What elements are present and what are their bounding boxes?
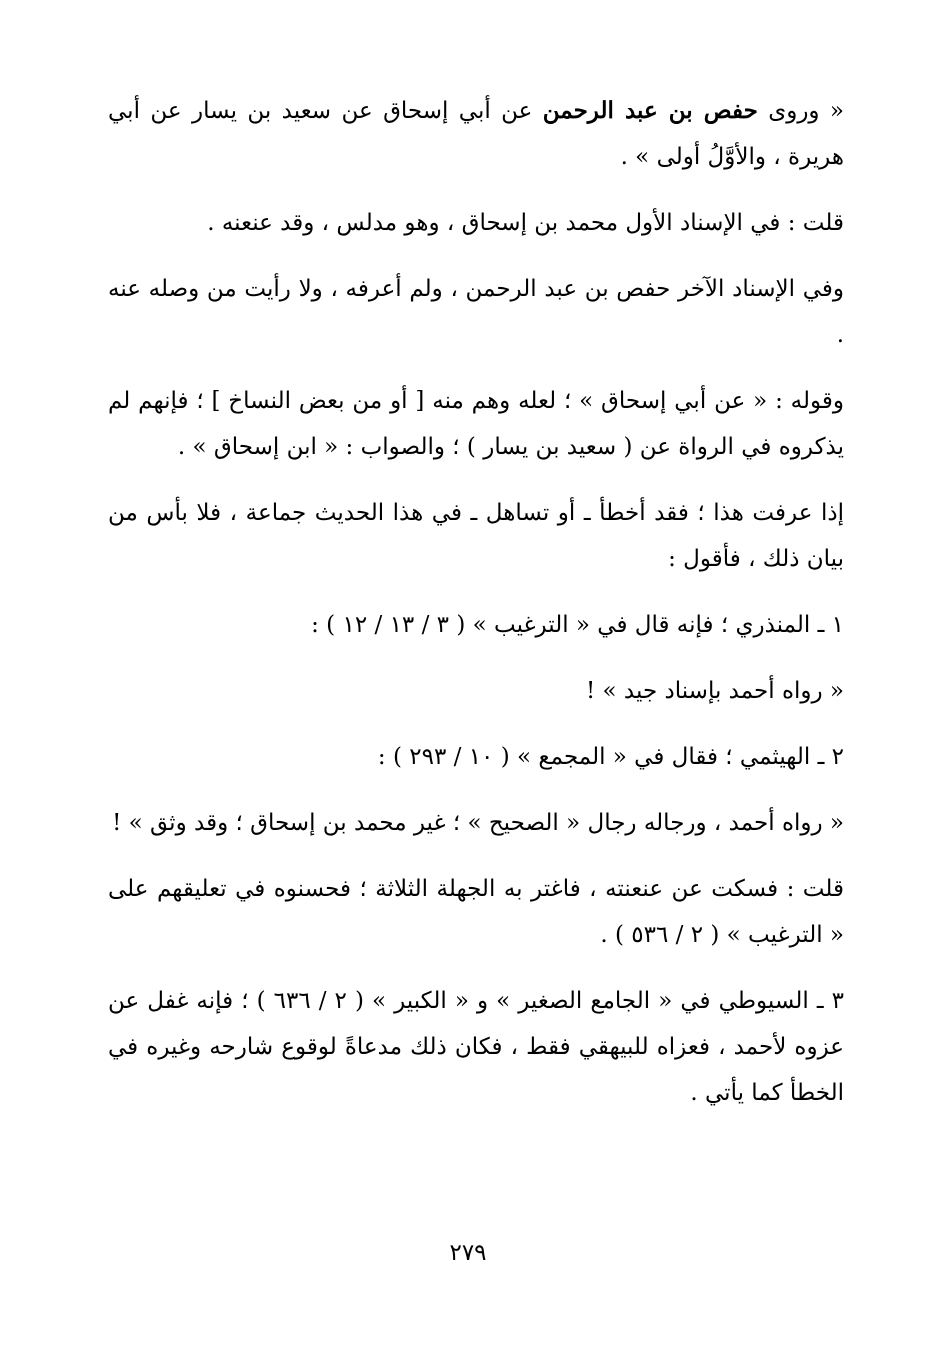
list-item-suyuti: ٣ ـ السيوطي في « الجامع الصغير » و « الكبير » ( ٢ / ٦٣٦ ) ؛ فإنه غفل عن عزوه لأحمد ، فعزاه للبيهقي فقط ، فكان ذلك مدعاةً لوقوع شارحه وغيره في الخطأ كما يأتي .: [108, 988, 844, 1106]
narrator-name: حفص بن عبد الرحمن: [542, 97, 758, 124]
narration-open: « وروى: [757, 98, 844, 124]
page-body: [108, 88, 844, 1136]
paragraph-first-isnad: قلت : في الإسناد الأول محمد بن إسحاق ، وهو مدلس ، وقد عنعنه .: [207, 210, 844, 236]
quote-mundhiri: « رواه أحمد بإسناد جيد » !: [586, 678, 844, 704]
narration-rest: عن أبي إسحاق عن سعيد بن يسار عن أبي هريرة ، والأوَّلُ أولى » .: [108, 98, 844, 170]
list-item-haythami: ٢ ـ الهيثمي ؛ فقال في « المجمع » ( ١٠ / ٢٩٣ ) :: [377, 744, 844, 770]
paragraph-intro-list: إذا عرفت هذا ؛ فقد أخطأ ـ أو تساهل ـ في هذا الحديث جماعة ، فلا بأس من بيان ذلك ، فأقول :: [108, 500, 844, 572]
quote-haythami: « رواه أحمد ، ورجاله رجال « الصحيح » ؛ غير محمد بن إسحاق ؛ وقد وثق » !: [112, 810, 844, 836]
paragraph-correction: وقوله : « عن أبي إسحاق » ؛ لعله وهم منه [ أو من بعض النساخ ] ؛ فإنهم لم يذكروه في الرواة عن ( سعيد بن يسار ) ؛ والصواب : « ابن إسحاق » .: [108, 388, 844, 460]
paragraph-second-isnad: وفي الإسناد الآخر حفص بن عبد الرحمن ، ولم أعرفه ، ولا رأيت من وصله عنه .: [108, 276, 844, 348]
page-number: ٢٧٩: [449, 1240, 487, 1266]
paragraph-comment: قلت : فسكت عن عنعنته ، فاغتر به الجهلة الثلاثة ؛ فحسنوه في تعليقهم على « الترغيب » ( ٢ / ٥٣٦ ) .: [108, 876, 844, 948]
list-item-mundhiri: ١ ـ المنذري ؛ فإنه قال في « الترغيب » ( ٣ / ١٣ / ١٢ ) :: [311, 612, 844, 638]
paragraph-narration: [108, 88, 844, 180]
